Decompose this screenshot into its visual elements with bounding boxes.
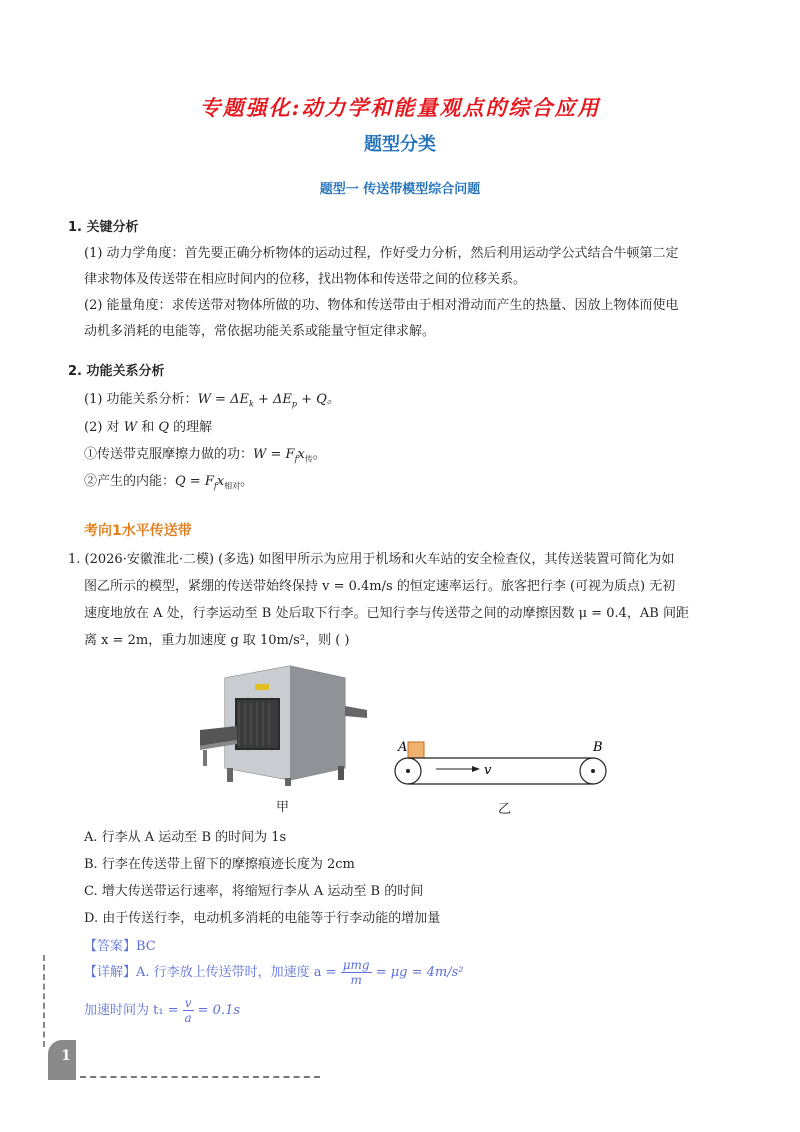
section1-p1-line1: (1) 动力学角度：首先要正确分析物体的运动过程，作好受力分析，然后利用运动学公式结合牛顿第二定	[84, 246, 679, 261]
question-line4: 离 x = 2m，重力加速度 g 取 10m/s²，则 ( )	[84, 633, 350, 648]
detail-line2: 加速时间为 t₁ = $\frac{v}{a}$ = 0.1s	[84, 996, 241, 1025]
conveyor-diagram	[390, 736, 615, 798]
scanner-image	[195, 658, 370, 788]
page-subtitle: 题型分类	[364, 134, 436, 155]
section2-line2: (2) 对 W 和 Q 的理解	[84, 420, 213, 435]
question-line1: 1. (2026·安徽淮北·二模) (多选) 如图甲所示为应用于机场和火车站的安全检查仪，其传送装置可简化为如	[68, 552, 675, 567]
figure-caption-right: 乙	[498, 802, 512, 817]
figure-caption-left: 甲	[276, 800, 290, 815]
option-a: A. 行李从 A 运动至 B 的时间为 1s	[84, 830, 287, 845]
detail-line1: 【详解】A. 行李放上传送带时，加速度 a = $\frac{\text{μmg}}{m}$ = μg = 4m/s²	[84, 958, 464, 987]
label-a: A	[398, 740, 408, 755]
section2-heading: 2. 功能关系分析	[68, 364, 165, 379]
type-heading: 题型一 传送带模型综合问题	[319, 182, 481, 197]
answer: 【答案】BC	[84, 939, 156, 954]
option-d: D. 由于传送行李，电动机多消耗的电能等于行李动能的增加量	[84, 911, 441, 926]
section2-line3: ①传送带克服摩擦力做的功：$W = F_fx_传$。	[84, 447, 326, 464]
footer-dashed-line	[80, 1076, 320, 1078]
luggage-box	[408, 742, 424, 758]
topic-heading: 考向1水平传送带	[84, 523, 192, 539]
margin-dashed-line	[43, 955, 45, 1047]
page-number: 1	[61, 1048, 71, 1064]
question-line2: 图乙所示的模型，紧绷的传送带始终保持 v = 0.4m/s 的恒定速率运行。旅客把行李 (可视为质点) 无初	[84, 579, 676, 594]
section1-p2-line1: (2) 能量角度：求传送带对物体所做的功、物体和传送带由于相对滑动而产生的热量、因放上物体而使电	[84, 298, 679, 313]
section1-p1-line2: 律求物体及传送带在相应时间内的位移，找出物体和传送带之间的位移关系。	[84, 272, 527, 287]
label-b: B	[593, 740, 603, 755]
option-b: B. 行李在传送带上留下的摩擦痕迹长度为 2cm	[84, 857, 355, 872]
question-line3: 速度地放在 A 处，行李运动至 B 处后取下行李。已知行李与传送带之间的动摩擦因数 μ = 0.4，AB 间距	[84, 606, 689, 621]
section2-line4: ②产生的内能：$Q = F_fx_{相对}$。	[84, 474, 254, 491]
option-c: C. 增大传送带运行速率，将缩短行李从 A 运动至 B 的时间	[84, 884, 424, 899]
section2-line1: (1) 功能关系分析：$W = \Delta E_k + \Delta E_p + Q$。	[84, 392, 340, 409]
section1-heading: 1. 关键分析	[68, 220, 139, 235]
label-v: v	[484, 763, 492, 778]
section1-p2-line2: 动机多消耗的电能等，常依据功能关系或能量守恒定律求解。	[84, 324, 436, 339]
page-title: 专题强化:动力学和能量观点的综合应用	[199, 95, 601, 120]
